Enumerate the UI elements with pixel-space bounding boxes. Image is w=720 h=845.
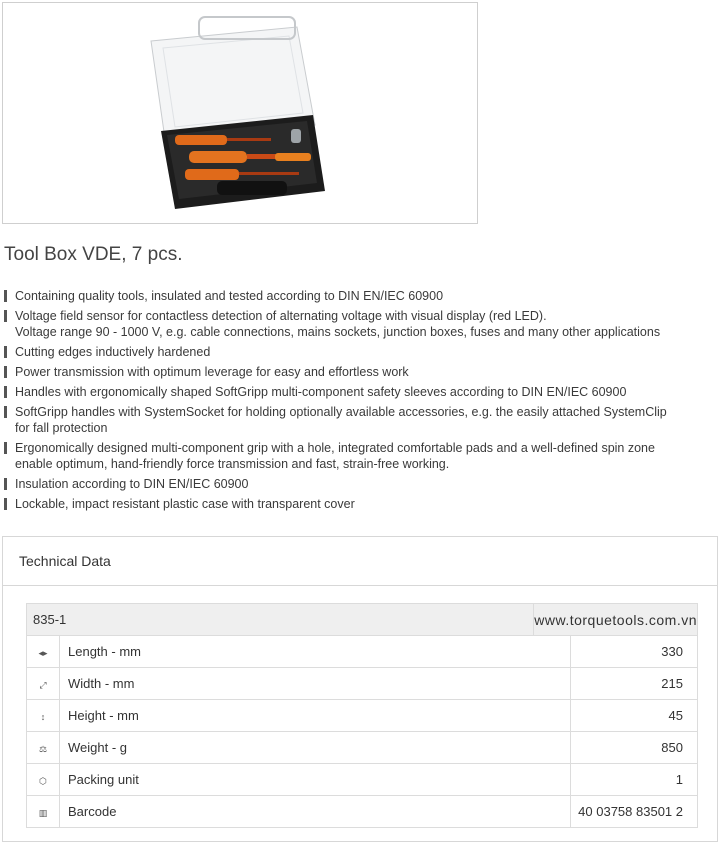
feature-text: Handles with ergonomically shaped SoftGripp multi-component safety sleeves according to DIN EN/IEC 60900	[15, 385, 627, 399]
table-row	[27, 764, 698, 796]
feature-text: Insulation according to DIN EN/IEC 60900	[15, 477, 249, 491]
table-row	[27, 796, 698, 828]
feature-item	[4, 344, 716, 360]
feature-text: Power transmission with optimum leverage for easy and effortless work	[15, 365, 409, 379]
feature-item	[4, 496, 716, 512]
bullet-bar-icon	[4, 442, 7, 454]
watermark-text: www.torquetools.com.vn	[534, 604, 698, 636]
product-title: Tool Box VDE, 7 pcs.	[4, 244, 183, 265]
spec-label: Height - mm	[60, 700, 571, 732]
spec-value: 45	[571, 700, 698, 732]
height-arrows-icon: ↕	[40, 712, 46, 722]
spec-value: 40 03758 83501 2	[571, 796, 698, 828]
feature-list	[4, 288, 716, 516]
row-icon-cell	[27, 732, 60, 764]
feature-text: SoftGripp handles with SystemSocket for holding optionally available accessories, e.g. the easily attached SystemClip	[15, 405, 667, 419]
feature-text: for fall protection	[15, 421, 108, 435]
feature-item	[4, 384, 716, 400]
bullet-bar-icon	[4, 406, 7, 418]
feature-text: Ergonomically designed multi-component grip with a hole, integrated comfortable pads and a well-defined spin zone	[15, 441, 655, 455]
article-number: 835-1	[27, 604, 534, 636]
spec-label: Packing unit	[60, 764, 571, 796]
feature-text: Cutting edges inductively hardened	[15, 345, 211, 359]
spec-value: 850	[571, 732, 698, 764]
feature-text: Voltage field sensor for contactless detection of alternating voltage with visual display (red LED).	[15, 309, 547, 323]
length-arrows-icon: ◂▸	[38, 648, 48, 658]
row-icon-cell	[27, 668, 60, 700]
feature-item	[4, 476, 716, 492]
feature-item	[4, 308, 716, 340]
barcode-icon: ▥	[38, 808, 48, 818]
row-icon-cell	[27, 636, 60, 668]
width-diagonal-icon: ⤢	[39, 680, 47, 690]
table-row	[27, 732, 698, 764]
row-icon-cell	[27, 796, 60, 828]
feature-text: Voltage range 90 - 1000 V, e.g. cable connections, mains sockets, junction boxes, fuses and many other applications	[15, 325, 661, 339]
bullet-bar-icon	[4, 290, 7, 302]
bullet-bar-icon	[4, 310, 7, 322]
table-row	[27, 636, 698, 668]
technical-data-heading: Technical Data	[3, 537, 717, 586]
technical-data-table	[26, 603, 698, 828]
product-image-frame	[2, 2, 478, 224]
package-icon: ⬡	[39, 776, 47, 786]
feature-item	[4, 404, 716, 436]
bullet-bar-icon	[4, 346, 7, 358]
bullet-bar-icon	[4, 386, 7, 398]
spec-label: Barcode	[60, 796, 571, 828]
row-icon-cell	[27, 700, 60, 732]
technical-data-panel	[2, 536, 718, 842]
row-icon-cell	[27, 764, 60, 796]
feature-text: enable optimum, hand-friendly force transmission and fast, strain-free working.	[15, 457, 450, 471]
feature-item	[4, 364, 716, 380]
spec-label: Width - mm	[60, 668, 571, 700]
spec-label: Weight - g	[60, 732, 571, 764]
feature-item	[4, 440, 716, 472]
bullet-bar-icon	[4, 478, 7, 490]
feature-text: Lockable, impact resistant plastic case with transparent cover	[15, 497, 355, 511]
weight-scale-icon: ⚖	[38, 744, 48, 754]
table-row	[27, 668, 698, 700]
feature-text: Containing quality tools, insulated and tested according to DIN EN/IEC 60900	[15, 289, 444, 303]
table-row	[27, 700, 698, 732]
spec-label: Length - mm	[60, 636, 571, 668]
product-image	[3, 3, 477, 223]
spec-value: 330	[571, 636, 698, 668]
bullet-bar-icon	[4, 498, 7, 510]
spec-value: 1	[571, 764, 698, 796]
table-header-row	[27, 604, 698, 636]
bullet-bar-icon	[4, 366, 7, 378]
spec-value: 215	[571, 668, 698, 700]
feature-item	[4, 288, 716, 304]
